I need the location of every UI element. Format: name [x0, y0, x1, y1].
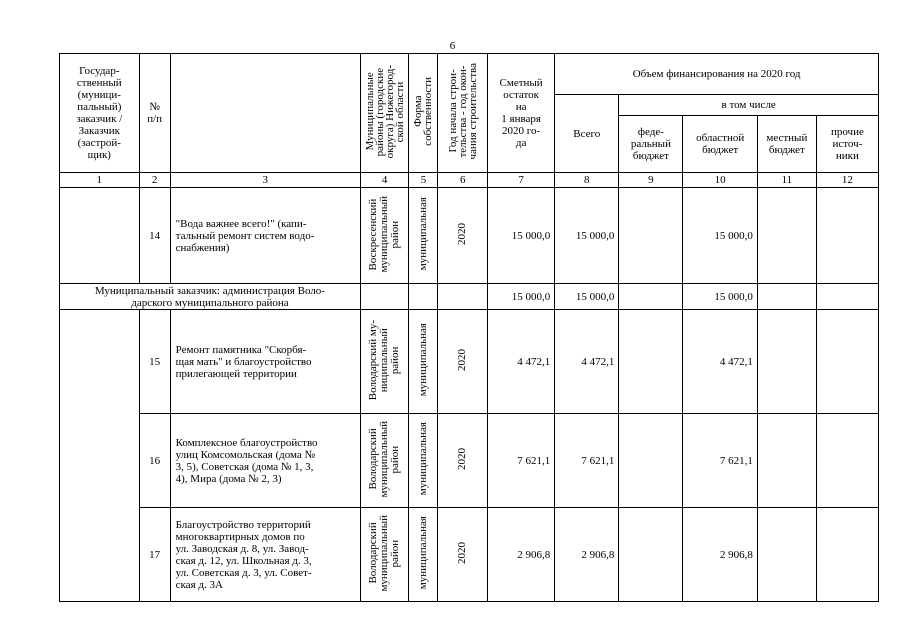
row-year — [438, 188, 488, 284]
row-ownership-text: муниципальная — [416, 516, 429, 590]
financing-table — [59, 53, 879, 602]
column-number: 10 — [683, 173, 757, 188]
subtotal-empty — [360, 284, 409, 310]
header-ownership-text: Форма собственности — [412, 77, 435, 146]
row-local — [757, 508, 816, 602]
row-other — [816, 508, 878, 602]
row-district — [360, 310, 409, 414]
header-financing: Объем финансирования на 2020 год — [555, 54, 879, 95]
row-year — [438, 310, 488, 414]
subtotal-empty — [757, 284, 816, 310]
row-year — [438, 508, 488, 602]
column-number: 11 — [757, 173, 816, 188]
row-federal — [619, 414, 683, 508]
header-including: в том числе — [619, 95, 879, 116]
table-row — [60, 188, 879, 284]
row-object-name: Комплексное благоустройство улиц Комсомольская (дома № 3, 5), Советская (дома № 1, 3, 4), Мира (дома № 2, 3) — [170, 414, 360, 508]
column-numbers-row — [60, 173, 879, 188]
row-total: 2 906,8 — [555, 508, 619, 602]
row-year-text: 2020 — [456, 448, 469, 470]
row-object-name: "Вода важнее всего!" (капи- тальный ремонт систем водо- снабжения) — [170, 188, 360, 284]
table-row — [60, 508, 879, 602]
row-number: 15 — [139, 310, 170, 414]
row-district-text: Володарский му- ниципальный район — [367, 319, 402, 401]
header-row-1 — [60, 54, 879, 95]
row-total: 7 621,1 — [555, 414, 619, 508]
column-number: 12 — [816, 173, 878, 188]
column-number: 6 — [438, 173, 488, 188]
row-federal — [619, 188, 683, 284]
row-district — [360, 414, 409, 508]
row-balance: 2 906,8 — [488, 508, 555, 602]
column-number: 1 — [60, 173, 140, 188]
column-number: 3 — [170, 173, 360, 188]
column-number: 4 — [360, 173, 409, 188]
row-number: 17 — [139, 508, 170, 602]
row-balance: 15 000,0 — [488, 188, 555, 284]
table-row — [60, 310, 879, 414]
column-number: 8 — [555, 173, 619, 188]
header-years-text: Год начала строи- тельства - год окон- чания строительства — [446, 63, 479, 160]
row-year — [438, 414, 488, 508]
row-local — [757, 310, 816, 414]
row-customer — [60, 310, 140, 602]
subtotal-row — [60, 284, 879, 310]
row-federal — [619, 310, 683, 414]
header-balance: Сметный остаток на 1 января 2020 го- да — [488, 54, 555, 173]
row-ownership — [409, 188, 438, 284]
header-object — [170, 54, 360, 173]
row-district-text: Володарский муниципальный район — [367, 420, 402, 498]
row-year-text: 2020 — [456, 223, 469, 245]
header-ownership — [409, 54, 438, 173]
row-ownership-text: муниципальная — [416, 422, 429, 496]
row-regional: 7 621,1 — [683, 414, 757, 508]
row-local — [757, 188, 816, 284]
header-other: прочие источ- ники — [816, 116, 878, 173]
subtotal-empty — [438, 284, 488, 310]
header-number: № п/п — [139, 54, 170, 173]
subtotal-empty — [816, 284, 878, 310]
row-total: 4 472,1 — [555, 310, 619, 414]
row-other — [816, 310, 878, 414]
row-number: 14 — [139, 188, 170, 284]
row-district — [360, 188, 409, 284]
row-balance: 7 621,1 — [488, 414, 555, 508]
column-number: 5 — [409, 173, 438, 188]
row-object-name: Благоустройство территорий многоквартирных домов по ул. Заводская д. 8, ул. Завод- ская д. 12, ул. Школьная д. 3, ул. Советская д. 3, ул. Совет- ская д. 3А — [170, 508, 360, 602]
row-total: 15 000,0 — [555, 188, 619, 284]
row-regional: 2 906,8 — [683, 508, 757, 602]
row-number: 16 — [139, 414, 170, 508]
header-total: Всего — [555, 95, 619, 173]
subtotal-empty — [619, 284, 683, 310]
column-number: 9 — [619, 173, 683, 188]
header-district-text: Муниципальные районы (городские округа) Нижегород- ской области — [363, 64, 406, 159]
header-district — [360, 54, 409, 173]
table-row — [60, 414, 879, 508]
header-regional: областной бюджет — [683, 116, 757, 173]
row-year-text: 2020 — [456, 542, 469, 564]
row-balance: 4 472,1 — [488, 310, 555, 414]
row-ownership — [409, 508, 438, 602]
row-district — [360, 508, 409, 602]
header-customer: Государ- ственный (муници- пальный) заказчик / Заказчик (застрой- щик) — [60, 54, 140, 173]
subtotal-empty — [409, 284, 438, 310]
row-customer — [60, 188, 140, 284]
row-local — [757, 414, 816, 508]
row-ownership-text: муниципальная — [416, 323, 429, 397]
row-federal — [619, 508, 683, 602]
row-regional: 15 000,0 — [683, 188, 757, 284]
subtotal-regional: 15 000,0 — [683, 284, 757, 310]
row-ownership — [409, 310, 438, 414]
row-district-text: Володарский муниципальный район — [367, 514, 402, 592]
subtotal-label: Муниципальный заказчик: администрация Воло- дарского муниципального района — [60, 284, 361, 310]
row-object-name: Ремонт памятника "Скорбя- щая мать" и благоустройство прилегающей территории — [170, 310, 360, 414]
row-regional: 4 472,1 — [683, 310, 757, 414]
column-number: 2 — [139, 173, 170, 188]
header-local: местный бюджет — [757, 116, 816, 173]
row-ownership-text: муниципальная — [416, 197, 429, 271]
subtotal-total: 15 000,0 — [555, 284, 619, 310]
page-number: 6 — [449, 40, 456, 52]
row-other — [816, 414, 878, 508]
subtotal-balance: 15 000,0 — [488, 284, 555, 310]
row-district-text: Воскресенский муниципальный район — [367, 195, 402, 273]
row-year-text: 2020 — [456, 349, 469, 371]
row-other — [816, 188, 878, 284]
header-years — [438, 54, 488, 173]
header-federal: феде- ральный бюджет — [619, 116, 683, 173]
column-number: 7 — [488, 173, 555, 188]
row-ownership — [409, 414, 438, 508]
